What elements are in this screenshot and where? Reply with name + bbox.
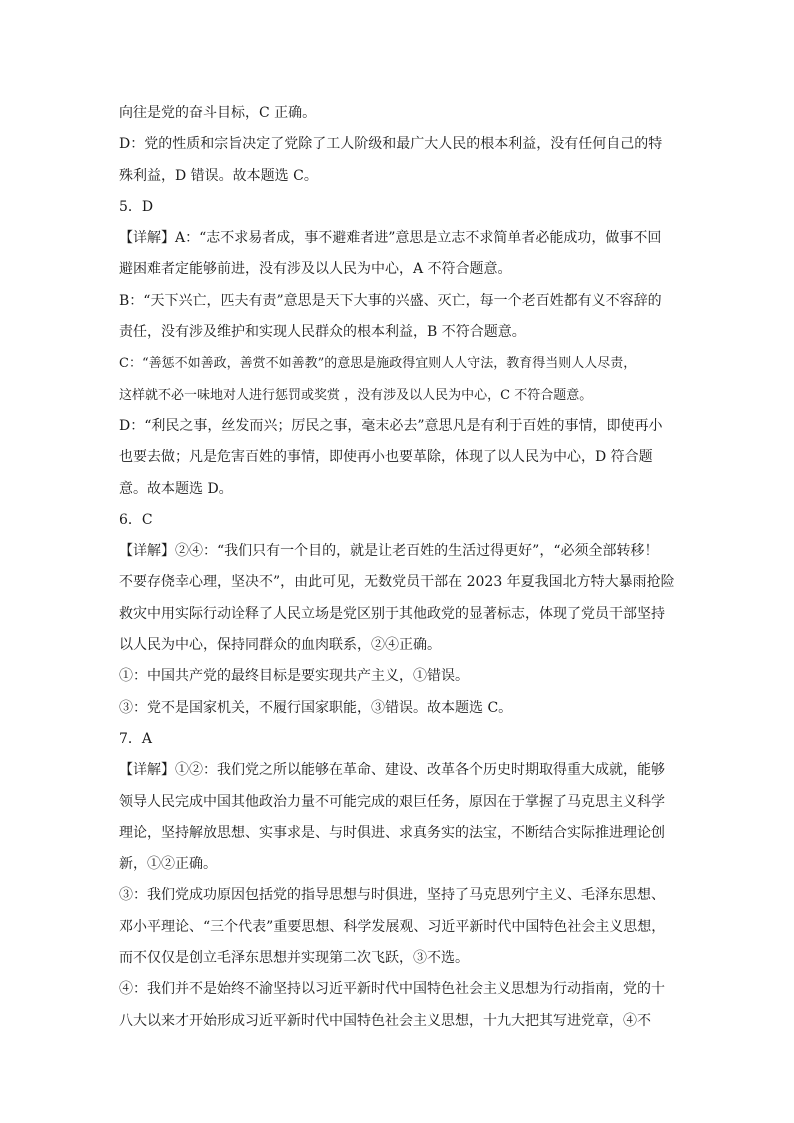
text-line: 【详解】A：“志不求易者成，事不避难者进”意思是立志不求简单者必能成功，做事不回 bbox=[119, 230, 662, 247]
text-line: 理论，坚持解放思想、实事求是、与时俱进、求真务实的法宝，不断结合实际推进理论创 bbox=[119, 824, 665, 841]
text-line: 向往是党的奋斗目标，C 正确。 bbox=[119, 105, 317, 121]
text-line: ③：党不是国家机关，不履行国家职能，③错误。故本题选 C。 bbox=[119, 699, 513, 716]
text-line: 5．D bbox=[119, 198, 154, 215]
text-line: 以人民为中心，保持同群众的血肉联系，②④正确。 bbox=[119, 637, 441, 654]
text-line: D：“利民之事，丝发而兴；厉民之事，毫末必去”意思凡是有利于百姓的事情，即使再小 bbox=[119, 417, 663, 434]
text-line: 【详解】①②：我们党之所以能够在革命、建设、改革各个历史时期取得重大成就，能够 bbox=[119, 762, 665, 779]
text-line: 这样就不必一味地对人进行惩罚或奖赏 ，没有涉及以人民为中心，C 不符合题意。 bbox=[119, 387, 593, 403]
text-line: 殊利益，D 错误。故本题选 C。 bbox=[119, 167, 318, 184]
text-line: ③：我们党成功原因包括党的指导思想与时俱进，坚持了马克思列宁主义、毛泽东思想、 bbox=[119, 887, 665, 904]
text-line: B：“天下兴亡，匹夫有责”意思是天下大事的兴盛、灭亡，每一个老百姓都有义不容辞的 bbox=[119, 292, 662, 309]
text-line: D：党的性质和宗旨决定了党除了工人阶级和最广大人民的根本利益，没有任何自己的特 bbox=[119, 136, 663, 153]
text-line: 领导人民完成中国其他政治力量不可能完成的艰巨任务，原因在于掌握了马克思主义科学 bbox=[119, 793, 665, 810]
text-line: 不要存侥幸心理，坚决不”，由此可见，无数党员干部在 2023 年夏我国北方特大暴雨抢险 bbox=[119, 574, 675, 591]
text-line: ①：中国共产党的最终目标是要实现共产主义，①错误。 bbox=[119, 668, 469, 685]
text-line: C：“善惩不如善政，善赏不如善教”的意思是施政得宜则人人守法，教育得当则人人尽责， bbox=[119, 356, 637, 372]
text-line: 也要去做；凡是危害百姓的事情，即使再小也要革除，体现了以人民为中心，D 符合题 bbox=[119, 449, 653, 466]
text-line: 【详解】②④：“我们只有一个目的，就是让老百姓的生活过得更好”，“必须全部转移！ bbox=[119, 543, 659, 560]
text-line: 6．C bbox=[119, 511, 153, 528]
text-line: 7．A bbox=[119, 730, 153, 747]
text-line: ④：我们并不是始终不渝坚持以习近平新时代中国特色社会主义思想为行动指南，党的十 bbox=[119, 981, 665, 998]
text-line: 责任，没有涉及维护和实现人民群众的根本利益，B 不符合题意。 bbox=[119, 324, 526, 341]
text-line: 而不仅仅是创立毛泽东思想并实现第二次飞跃，③不选。 bbox=[119, 950, 469, 967]
text-line: 救灾中用实际行动诠释了人民立场是党区别于其他政党的显著标志，体现了党员干部坚持 bbox=[119, 605, 665, 622]
text-line: 新，①②正确。 bbox=[119, 856, 217, 873]
answer-explanation-text bbox=[119, 98, 679, 1037]
text-line: 避困难者定能够前进，没有涉及以人民为中心，A 不符合题意。 bbox=[119, 261, 512, 278]
text-line: 邓小平理论、“三个代表”重要思想、科学发展观、习近平新时代中国特色社会主义思想， bbox=[119, 918, 666, 935]
text-line: 八大以来才开始形成习近平新时代中国特色社会主义思想，十九大把其写进党章，④不 bbox=[119, 1012, 651, 1029]
text-line: 意。故本题选 D。 bbox=[119, 480, 233, 497]
